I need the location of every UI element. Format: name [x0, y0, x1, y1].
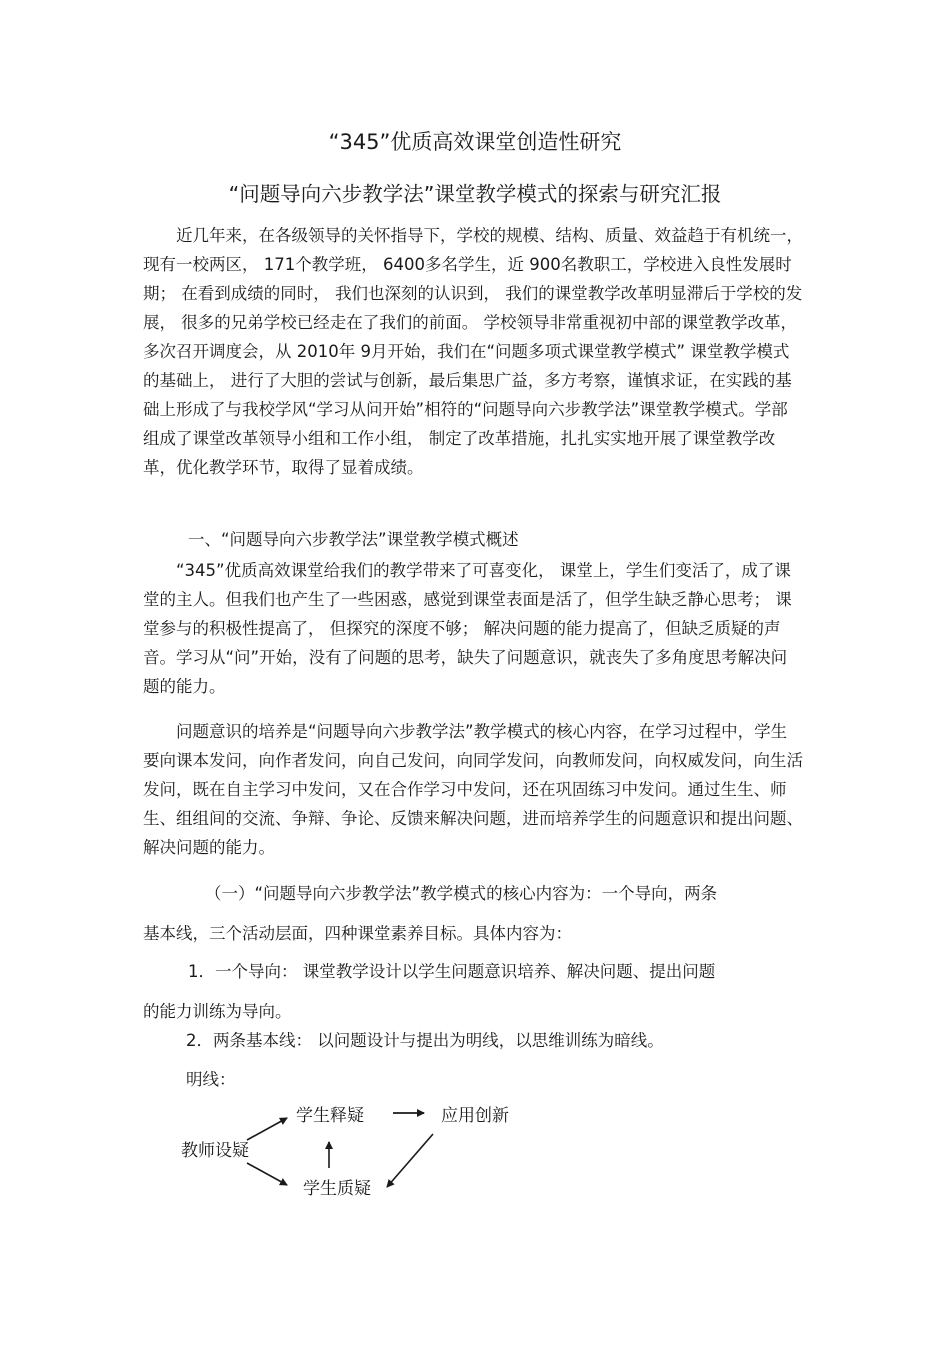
node-teacher-question: 教师设疑	[181, 1141, 249, 1161]
core-content-paragraph	[143, 874, 803, 954]
node-student-explain: 学生释疑	[296, 1106, 364, 1126]
body-paragraph-question-awareness: 问题意识的培养是“问题导向六步教学法”教学模式的核心内容，在学习过程中，学生要向课本发问，向作者发问，向自己发问，向同学发问，向教师发问，向权威发问，向生活发问，既在自主学习中发问，又在合作学习中发问，还在巩固练习中发问。通过生生、师生、组组间的交流、争辩、争论、反馈来解决问题，进而培养学生的问题意识和提出问题、解决问题的能力。	[143, 722, 803, 857]
item-one-line1: 1．一个导向： 课堂教学设计以学生问题意识培养、解决问题、提出问题	[188, 962, 716, 981]
item-one-line2: 的能力训练为导向。	[143, 1002, 292, 1021]
document-title: “345”优质高效课堂创造性研究	[328, 130, 622, 154]
arrow-teacher-to-explain	[247, 1118, 287, 1140]
arrow-apply-to-question	[387, 1134, 433, 1187]
body-paragraph-changes: “345”优质高效课堂给我们的教学带来了可喜变化， 课堂上，学生们变活了，成了课堂的主人。但我们也产生了一些困惑，感觉到课堂表面是活了，但学生缺乏静心思考； 课堂参与的积极性提高了， 但探究的深度不够； 解决问题的能力提高了，但缺乏质疑的声音。学习从“问”开始，没有了问题的思考，缺失了问题意识，就丧失了多角度思考解决问题的能力。	[143, 561, 792, 696]
core-content-line1: （一）“问题导向六步教学法”教学模式的核心内容为：一个导向，两条	[205, 884, 718, 903]
item-one-paragraph	[143, 952, 803, 1032]
document-subtitle: “问题导向六步教学法”课堂教学模式的探索与研究汇报	[228, 182, 722, 206]
explicit-line-label: 明线：	[186, 1070, 236, 1089]
arrow-teacher-to-question	[247, 1163, 287, 1185]
node-apply-innovate: 应用创新	[441, 1106, 509, 1126]
item-two-paragraph: 2．两条基本线： 以问题设计与提出为明线，以思维训练为暗线。	[186, 1031, 664, 1050]
section-heading: 一、“问题导向六步教学法”课堂教学模式概述	[188, 530, 519, 549]
core-content-line2: 基本线，三个活动层面，四种课堂素养目标。具体内容为：	[143, 924, 572, 943]
intro-paragraph: 近几年来，在各级领导的关怀指导下，学校的规模、结构、质量、效益趋于有机统一，现有一校两区， 171个教学班， 6400多名学生，近 900名教职工，学校进入良性发展时期； 在看到成绩的同时， 我们也深刻的认识到， 我们的课堂教学改革明显滞后于学校的发展， 很多的兄弟学校已经走在了我们的前面。 学校领导非常重视初中部的课堂教学改革，多次召开调度会，从 2010年 9月开始，我们在“问题多项式课堂教学模式” 课堂教学模式的基础上， 进行了大胆的尝试与创新，最后集思广益，多方考察，谨慎求证，在实践的基础上形成了与我校学风“学习从问开始”相符的“问题导向六步教学法”课堂教学模式。学部组成了课堂改革领导小组和工作小组， 制定了改革措施，扎扎实实地开展了课堂教学改革，优化教学环节，取得了显着成绩。	[143, 226, 803, 477]
node-student-question: 学生质疑	[303, 1179, 371, 1199]
